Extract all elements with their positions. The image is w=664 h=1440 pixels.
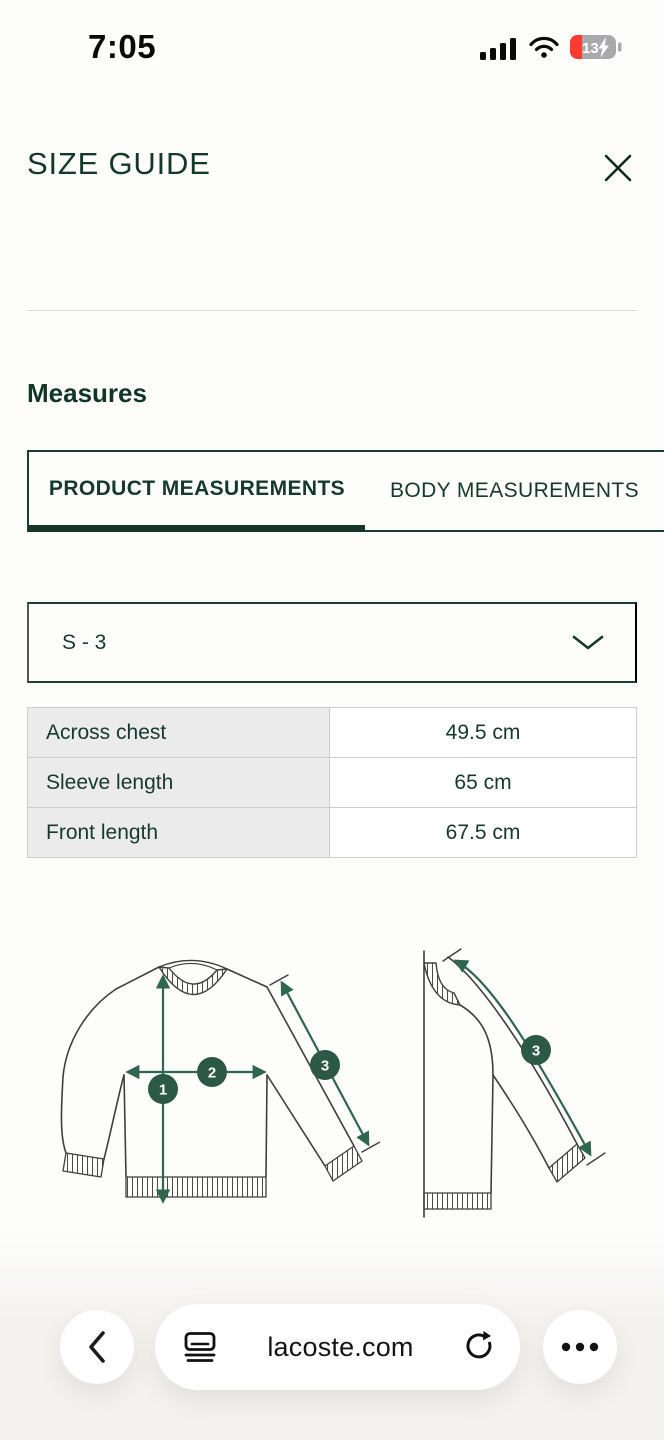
table-row	[28, 708, 636, 758]
cellular-signal-icon	[480, 34, 518, 60]
browser-toolbar	[0, 1230, 664, 1440]
more-button[interactable]	[543, 1310, 617, 1384]
url-text: lacoste.com	[267, 1331, 414, 1362]
page-title: SIZE GUIDE	[27, 146, 211, 181]
svg-text:13: 13	[582, 40, 599, 57]
tab-body-measurements[interactable]: BODY MEASUREMENTS	[365, 452, 664, 532]
row-label: Sleeve length	[28, 758, 330, 807]
header-divider	[27, 310, 637, 311]
close-icon	[601, 151, 635, 185]
sweater-front-diagram	[20, 925, 380, 1225]
reader-icon[interactable]	[181, 1331, 219, 1363]
measure-badges	[148, 1050, 340, 1104]
row-label: Front length	[28, 808, 330, 857]
status-icons	[480, 34, 624, 60]
size-selector-value: S - 3	[62, 630, 107, 654]
status-time: 7:05	[88, 28, 157, 65]
section-heading: Measures	[27, 378, 147, 408]
table-row	[28, 808, 636, 857]
ellipsis-icon	[556, 1330, 604, 1364]
badge-front-length: 1	[158, 1081, 168, 1099]
badge-sleeve-length: 3	[531, 1042, 541, 1060]
badge-across-chest: 2	[207, 1064, 217, 1082]
tab-product-measurements[interactable]: PRODUCT MEASUREMENTS	[29, 452, 365, 532]
battery-charging-icon	[570, 34, 624, 60]
badge-sleeve-length: 3	[320, 1057, 330, 1075]
chevron-left-icon	[81, 1325, 113, 1369]
measurement-tabs	[27, 450, 664, 532]
measurements-table	[27, 707, 637, 858]
row-value: 49.5 cm	[330, 708, 636, 757]
size-selector[interactable]	[27, 602, 637, 683]
row-label: Across chest	[28, 708, 330, 757]
chevron-down-icon	[571, 634, 605, 652]
close-button[interactable]	[598, 148, 638, 188]
sweater-side-diagram	[390, 925, 640, 1225]
address-bar[interactable]	[155, 1304, 520, 1390]
back-button[interactable]	[60, 1310, 134, 1384]
wifi-icon	[528, 35, 560, 59]
row-value: 65 cm	[330, 758, 636, 807]
status-bar	[0, 0, 664, 96]
reload-icon[interactable]	[462, 1330, 496, 1364]
row-value: 67.5 cm	[330, 808, 636, 857]
table-row	[28, 758, 636, 808]
